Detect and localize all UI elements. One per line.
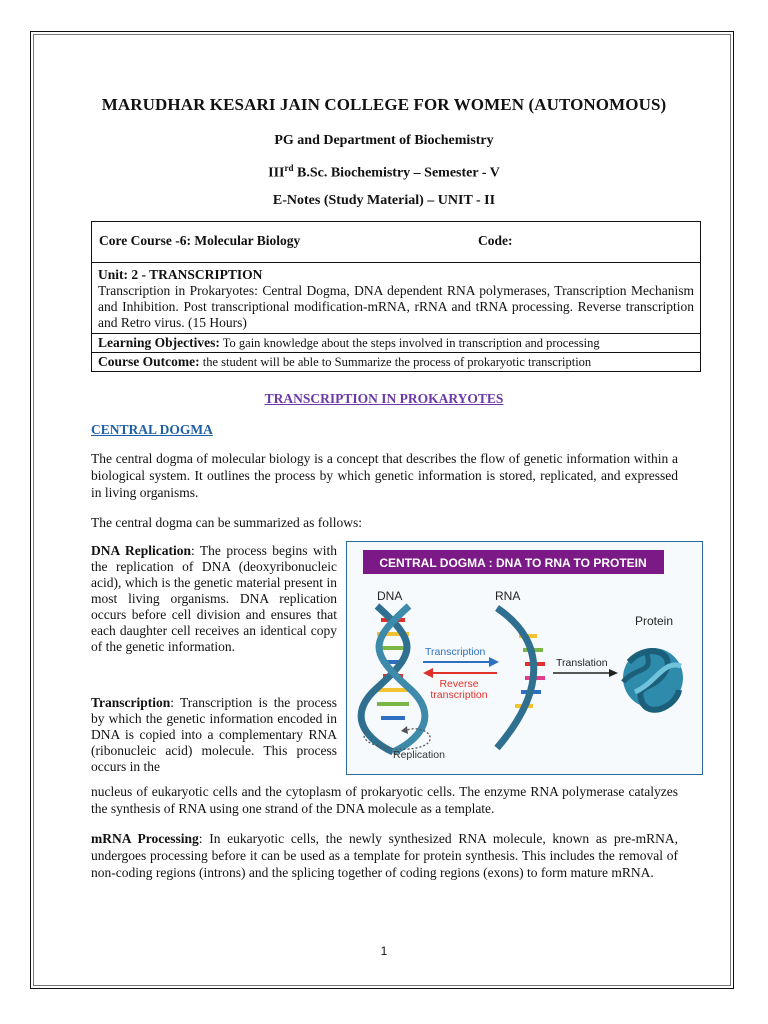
objectives-text: To gain knowledge about the steps involved in transcription and processing (219, 336, 600, 350)
reverse-label-2: transcription (430, 689, 488, 701)
replication-arrowhead (401, 726, 408, 734)
semester-line: IIIrd B.Sc. Biochemistry – Semester - V (268, 163, 500, 181)
code-label: Code: (478, 233, 513, 248)
outcome-label: Course Outcome: (98, 354, 200, 369)
learning-objectives-row (92, 334, 700, 353)
transcription-label: Transcription (425, 646, 486, 658)
intro-paragraph: The central dogma of molecular biology is a concept that describes the flow of genetic information within a biological system. It outlines the process by which genetic information is stored, replicated, and expressed in living organisms. (91, 451, 678, 500)
unit-title: Unit: 2 - TRANSCRIPTION (98, 267, 263, 282)
enotes-title: E-Notes (Study Material) – UNIT - II (272, 193, 496, 208)
core-course-label: Core Course -6: Molecular Biology (99, 233, 301, 248)
objectives-label: Learning Objectives: (98, 335, 220, 350)
dna-label: DNA (377, 589, 403, 603)
department-name: PG and Department of Biochemistry (274, 133, 494, 148)
rna-label: RNA (495, 589, 521, 603)
mrna-processing-paragraph: mRNA Processing: In eukaryotic cells, the newly synthesized RNA molecule, known as pre-mRNA, undergoes processing before it can be used as a template for protein synthesis. This includes the removal of non-coding regions (introns) and the splicing together of coding regions (exons) to form mature mRNA. (91, 831, 678, 880)
section-title: TRANSCRIPTION IN PROKARYOTES (264, 391, 504, 406)
course-info-table (91, 221, 701, 372)
reverse-label-1: Reverse (439, 678, 479, 690)
transcription-continued: nucleus of eukaryotic cells and the cytoplasm of prokaryotic cells. The enzyme RNA polymerase catalyzes the synthesis of RNA using one strand of the DNA molecule as a template. (91, 784, 678, 816)
summary-intro: The central dogma can be summarized as follows: (91, 515, 363, 530)
replication-label: Replication (393, 749, 445, 761)
translation-label: Translation (556, 657, 608, 669)
dna-replication-paragraph: DNA Replication: The process begins with the replication of DNA (deoxyribonucleic acid), which is the genetic material present in most living organisms. DNA replication occurs before cell division and ensures that each daughter cell receives an identical copy of the genetic information. (91, 543, 337, 654)
rna-strand-icon (497, 608, 545, 748)
unit-row (92, 263, 700, 334)
outcome-text: the student will be able to Summarize the process of prokaryotic transcription (199, 355, 592, 369)
transcription-arrowhead (489, 657, 499, 667)
central-dogma-illustration (347, 542, 702, 774)
reverse-arrowhead (423, 668, 433, 678)
protein-icon (623, 648, 683, 710)
course-outcome-row (92, 353, 700, 371)
college-name: MARUDHAR KESARI JAIN COLLEGE FOR WOMEN (AUTONOMOUS) (101, 95, 667, 114)
page-number: 1 (380, 944, 388, 958)
transcription-paragraph: Transcription: Transcription is the process by which the genetic information encoded in DNA is copied into a complementary RNA (ribonucleic acid) molecule. This process occurs in the (91, 695, 337, 774)
unit-description: Transcription in Prokaryotes: Central Dogma, DNA dependent RNA polymerases, Transcription Mechanism and Inhibition. Post transcriptional modification-mRNA, rRNA and tRNA processing. Reverse transcription and Retro virus. (15 Hours) (98, 283, 694, 330)
dna-helix-icon (361, 606, 425, 752)
protein-label: Protein (635, 614, 674, 628)
central-dogma-figure (346, 541, 703, 775)
central-dogma-heading[interactable]: CENTRAL DOGMA (91, 422, 213, 437)
figure-banner-text: CENTRAL DOGMA : DNA TO RNA TO PROTEIN (379, 556, 647, 570)
course-title-row (92, 222, 700, 263)
translation-arrowhead (609, 669, 618, 677)
